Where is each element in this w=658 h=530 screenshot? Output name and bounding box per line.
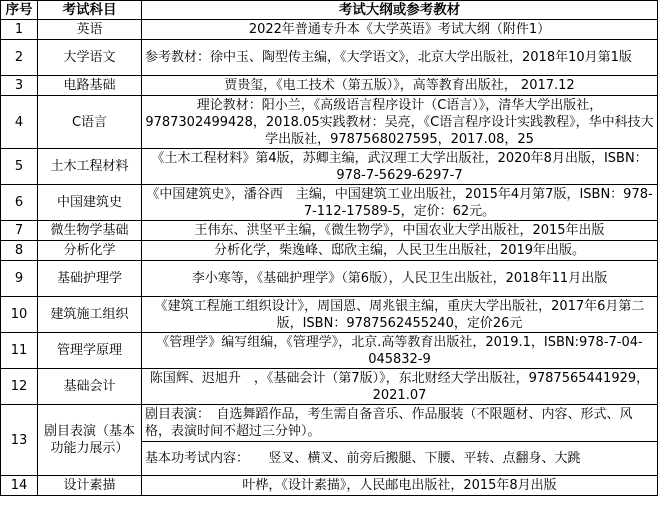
subject-name: 中国建筑史 — [38, 185, 142, 221]
material-text: 陈国辉、迟旭升 ，《基础会计（第7版）》，东北财经大学出版社，9787565441929，2021.07 — [142, 369, 658, 405]
header-subject: 考试科目 — [38, 1, 142, 20]
material-text: 2022年普通专升本《大学英语》考试大纲（附件1） — [142, 20, 658, 40]
row-number: 11 — [1, 333, 38, 369]
table-row — [1, 405, 658, 442]
material-text: 李小寒等，《基础护理学》（第6版），人民卫生出版社，2018年11月出版 — [142, 261, 658, 297]
subject-name: 英语 — [38, 20, 142, 40]
material-text: 《土木工程材料》第4版，苏卿主编，武汉理工大学出版社，2020年8月出版，ISBN：978-7-5629-6297-7 — [142, 149, 658, 185]
material-text: 《管理学》编写组编，《管理学》，北京.高等教育出版社，2019.1，ISBN:978-7-04-045832-9 — [142, 333, 658, 369]
table-row — [1, 76, 658, 96]
subject-name: 剧目表演（基本功能力展示） — [38, 405, 142, 476]
subject-name: 分析化学 — [38, 241, 142, 261]
material-text: 王伟东、洪坚平主编，《微生物学》，中国农业大学出版社，2015年出版 — [142, 221, 658, 241]
row-number: 9 — [1, 261, 38, 297]
subject-name: 大学语文 — [38, 40, 142, 76]
table-row — [1, 96, 658, 149]
row-number: 7 — [1, 221, 38, 241]
subject-name: 基础护理学 — [38, 261, 142, 297]
table-row — [1, 333, 658, 369]
header-no: 序号 — [1, 1, 38, 20]
table-row — [1, 149, 658, 185]
material-text: 贾贵玺，《电工技术（第五版）》，高等教育出版社， 2017.12 — [142, 76, 658, 96]
table-row — [1, 40, 658, 76]
header-material: 考试大纲或参考教材 — [142, 1, 658, 20]
subject-name: 电路基础 — [38, 76, 142, 96]
table-row — [1, 261, 658, 297]
table-row — [1, 20, 658, 40]
row-number: 8 — [1, 241, 38, 261]
material-text-basic-skills: 基本功考试内容： 竖叉、横叉、前旁后搬腿、下腰、平转、点翻身、大跳 — [142, 441, 658, 476]
row-number: 13 — [1, 405, 38, 476]
header-row — [1, 1, 658, 20]
row-number: 3 — [1, 76, 38, 96]
material-text: 《建筑工程施工组织设计》，周国恩、周兆银主编，重庆大学出版社，2017年6月第二版，ISBN：9787562455240，定价26元 — [142, 297, 658, 333]
row-number: 10 — [1, 297, 38, 333]
table-row — [1, 369, 658, 405]
material-text: 理论教材：阳小兰，《高级语言程序设计（C语言）》，清华大学出版社，9787302499428，2018.05实践教材：吴亮，《C语言程序设计实践教程》，华中科技大学出版社，9787568027595，2017.08，25 — [142, 96, 658, 149]
material-text-performance: 剧目表演： 自选舞蹈作品，考生需自备音乐、作品服装（不限题材、内容、形式、风格，表演时间不超过三分钟）。 — [142, 405, 658, 442]
subject-name: C语言 — [38, 96, 142, 149]
material-text: 参考教材：徐中玉、陶型传主编，《大学语文》，北京大学出版社，2018年10月第1版 — [142, 40, 658, 76]
subject-name: 管理学原理 — [38, 333, 142, 369]
material-text: 分析化学，柴逸峰、邸欣主编，人民卫生出版社，2019年出版。 — [142, 241, 658, 261]
subject-name: 土木工程材料 — [38, 149, 142, 185]
row-number: 14 — [1, 476, 38, 496]
row-number: 6 — [1, 185, 38, 221]
table-row — [1, 241, 658, 261]
row-number: 5 — [1, 149, 38, 185]
table-row — [1, 185, 658, 221]
table-row — [1, 297, 658, 333]
subject-name: 基础会计 — [38, 369, 142, 405]
subject-name: 建筑施工组织 — [38, 297, 142, 333]
row-number: 1 — [1, 20, 38, 40]
table-row — [1, 476, 658, 496]
row-number: 2 — [1, 40, 38, 76]
row-number: 12 — [1, 369, 38, 405]
subject-name: 设计素描 — [38, 476, 142, 496]
subject-name: 微生物学基础 — [38, 221, 142, 241]
material-text: 叶桦，《设计素描》，人民邮电出版社，2015年8月出版 — [142, 476, 658, 496]
row-number: 4 — [1, 96, 38, 149]
table-row — [1, 221, 658, 241]
material-text: 《中国建筑史》，潘谷西 主编，中国建筑工业出版社，2015年4月第7版，ISBN：978-7-112-17589-5，定价：62元。 — [142, 185, 658, 221]
